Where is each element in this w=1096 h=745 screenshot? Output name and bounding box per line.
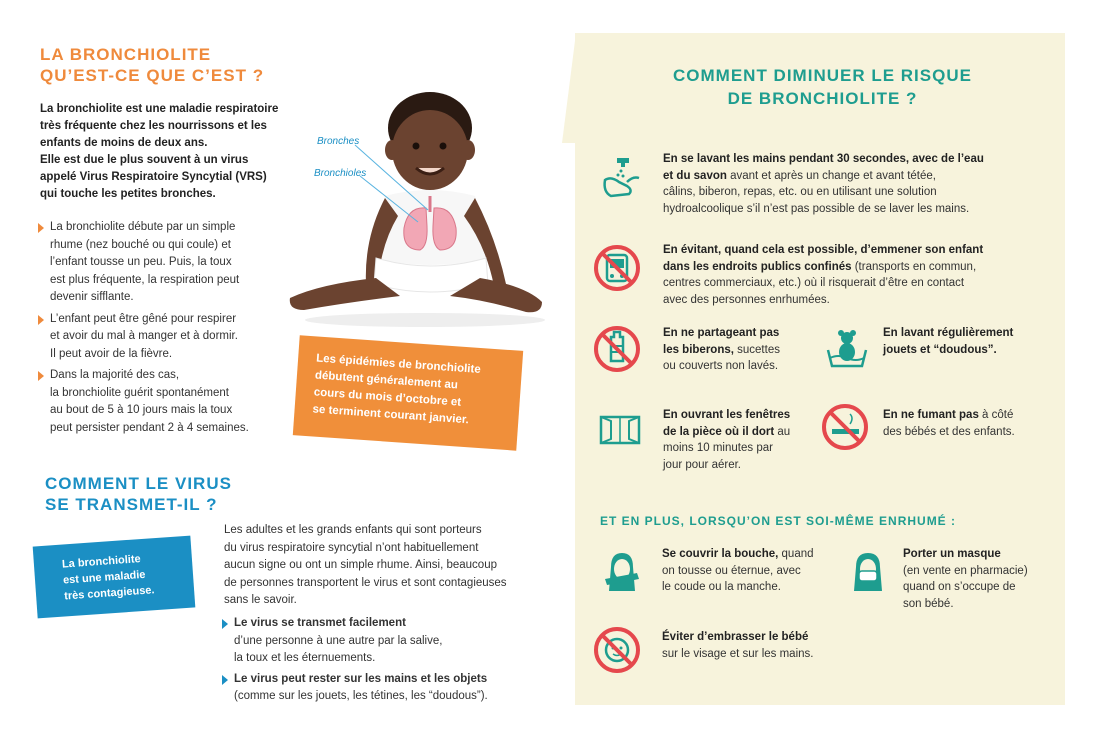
section-title-transmission: COMMENT LE VIRUS SE TRANSMET-IL ? (45, 474, 232, 514)
bullet-item: Dans la majorité des cas, la bronchiolite guérit spontanément au bout de 5 à 10 jours mais la toux peut persister pendant 2 à 4 semaines. (38, 367, 283, 437)
wash-toys-icon (822, 324, 872, 374)
label-bronchioles: Bronchioles (314, 168, 367, 179)
mask-icon (843, 547, 893, 597)
tip-wash-toys: En lavant régulièrement jouets et “doudous”. (883, 327, 1014, 356)
baby-photo (280, 88, 550, 328)
no-public-transport-icon (592, 243, 642, 293)
tip-hand-washing: En se lavant les mains pendant 30 secondes, avec de l’eau et du savon avant et après un change et avant tétée, câlins, biberon, repas, etc. ou en utilisant une solution hydroalcoolique s’il n’est pas possible de se laver les mains. (663, 153, 984, 215)
no-smoking-icon (820, 402, 870, 452)
transmission-bullets (222, 615, 542, 706)
tip-cover-mouth: Se couvrir la bouche, quand on tousse ou éternue, avec le coude ou la manche. (662, 548, 814, 593)
no-shared-bottle-icon (592, 324, 642, 374)
label-bronches: Bronches (317, 136, 360, 147)
when-sick-subheading: ET EN PLUS, LORSQU’ON EST SOI-MÊME ENRHUMÉ : (600, 514, 957, 528)
bullet-item: L’enfant peut être gêné pour respirer et avoir du mal à manger et à dormir. Il peut avoir de la fièvre. (38, 311, 283, 364)
tip-open-windows: En ouvrant les fenêtres de la pièce où il dort au moins 10 minutes par jour pour aérer. (663, 409, 791, 471)
bullet-item: Le virus se transmet facilement d’une personne à une autre par la salive, la toux et les éternuements. (222, 615, 542, 668)
intro-text: La bronchiolite est une maladie respiratoire très fréquente chez les nourrissons et les enfants de moins de deux ans. Elle est due le plus souvent à un virus appelé Virus Respiratoire Syncytial (VRS) qui touche les petites bronches. (40, 103, 279, 200)
tip-no-smoking: En ne fumant pas à côté des bébés et des enfants. (883, 409, 1015, 438)
open-window-icon (595, 405, 645, 455)
epidemic-card: Les épidémies de bronchiolite débutent généralement au cours du mois d’octobre et se terminent courant janvier. (293, 335, 523, 450)
hand-washing-icon (597, 152, 647, 202)
tip-no-kiss: Éviter d’embrasser le bébé sur le visage et sur les mains. (662, 631, 814, 660)
bullet-item: Le virus peut rester sur les mains et les objets (comme sur les jouets, les tétines, les “doudous”). (222, 671, 542, 706)
prevention-title: COMMENT DIMINUER LE RISQUE DE BRONCHIOLITE ? (673, 66, 972, 108)
transmission-text: Les adultes et les grands enfants qui sont porteurs du virus respiratoire syncytial n’ont habituellement aucun signe ou ont un simple rhume. Ainsi, beaucoup de personnes transportent le virus et sont contagieuses sans le savoir. (224, 524, 507, 606)
section-title-bronchiolite: LA BRONCHIOLITE QU’EST-CE QUE C’EST ? (40, 45, 265, 85)
cover-mouth-icon (597, 547, 647, 597)
panel-edge (562, 33, 576, 143)
contagious-card: La bronchiolite est une maladie très contagieuse. (33, 536, 196, 619)
symptom-bullets (38, 219, 283, 437)
tip-no-shared-bottle: En ne partageant pas les biberons, sucettes ou couverts non lavés. (663, 327, 780, 372)
tip-avoid-public-places: En évitant, quand cela est possible, d’emmener son enfant dans les endroits publics confinés (transports en commun, centres commerciaux, etc.) où il risquerait d’être en contact avec des personnes enrhumées. (663, 244, 984, 306)
no-kiss-icon (592, 625, 642, 675)
tip-mask: Porter un masque (en vente en pharmacie) quand on s’occupe de son bébé. (903, 548, 1028, 610)
bullet-item: La bronchiolite débute par un simple rhume (nez bouché ou qui coule) et l’enfant tousse un peu. Puis, la toux est plus fréquente, la respiration peut devenir sifflante. (38, 219, 283, 307)
